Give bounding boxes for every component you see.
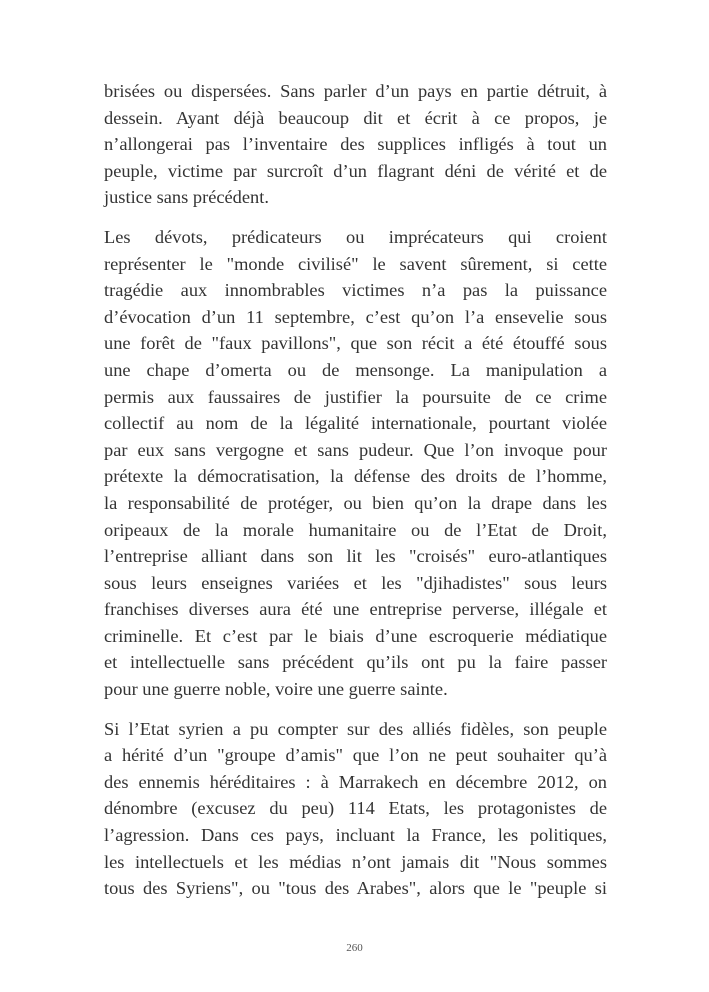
text-line: dénombre (excusez du peu) 114 Etats, les protagonistes de [104, 798, 607, 819]
text-line: permis aux faussaires de justifier la poursuite de ce crime [104, 386, 607, 407]
text-line: sous leurs enseignes variées et les "djihadistes" sous leurs [104, 572, 607, 593]
text-line: tous des Syriens", ou "tous des Arabes", alors que le "peuple si [104, 878, 607, 899]
text-line: et intellectuelle sans précédent qu’ils ont pu la faire passer [104, 652, 607, 673]
text-line: tragédie aux innombrables victimes n’a pas la puissance [104, 280, 607, 301]
text-line: peuple, victime par surcroît d’un flagrant déni de vérité et de [104, 160, 607, 181]
text-line: brisées ou dispersées. Sans parler d’un pays en partie détruit, à [104, 81, 607, 101]
text-line: par eux sans vergogne et sans pudeur. Que l’on invoque pour [104, 439, 607, 460]
paragraph-2 [104, 224, 607, 703]
text-line: prétexte la démocratisation, la défense des droits de l’homme, [104, 466, 607, 487]
text-line: oripeaux de la morale humanitaire ou de l’Etat de Droit, [104, 519, 607, 540]
text-line: n’allongerai pas l’inventaire des supplices infligés à tout un [104, 134, 607, 155]
text-line: justice sans précédent. [104, 187, 269, 208]
text-line: la responsabilité de protéger, ou bien qu’on la drape dans les [104, 492, 607, 513]
text-line: Si l’Etat syrien a pu compter sur des alliés fidèles, son peuple [104, 718, 607, 739]
text-line: une forêt de "faux pavillons", que son récit a été étouffé sous [104, 333, 607, 354]
text-line: a hérité d’un "groupe d’amis" que l’on ne peut souhaiter qu’à [104, 745, 607, 766]
text-line: collectif au nom de la légalité internationale, pourtant violée [104, 413, 607, 434]
text-line: Les dévots, prédicateurs ou imprécateurs qui croient [104, 226, 607, 247]
page-number: 260 [346, 942, 363, 954]
paragraph-1 [104, 78, 607, 211]
page-body [104, 78, 607, 915]
paragraph-3 [104, 716, 607, 902]
text-line: l’entreprise alliant dans son lit les "croisés" euro-atlantiques [104, 546, 607, 567]
text-line: d’évocation d’un 11 septembre, c’est qu’on l’a ensevelie sous [104, 306, 607, 327]
text-line: les intellectuels et les médias n’ont jamais dit "Nous sommes [104, 851, 607, 872]
text-line: criminelle. Et c’est par le biais d’une escroquerie médiatique [104, 625, 607, 646]
text-line: représenter le "monde civilisé" le savent sûrement, si cette [104, 253, 607, 274]
text-line: dessein. Ayant déjà beaucoup dit et écrit à ce propos, je [104, 107, 607, 128]
text-line: des ennemis héréditaires : à Marrakech en décembre 2012, on [104, 771, 607, 792]
text-line: une chape d’omerta ou de mensonge. La manipulation a [104, 359, 607, 380]
text-line: pour une guerre noble, voire une guerre sainte. [104, 679, 448, 700]
text-line: l’agression. Dans ces pays, incluant la France, les politiques, [104, 825, 607, 846]
text-line: franchises diverses aura été une entreprise perverse, illégale et [104, 599, 607, 620]
